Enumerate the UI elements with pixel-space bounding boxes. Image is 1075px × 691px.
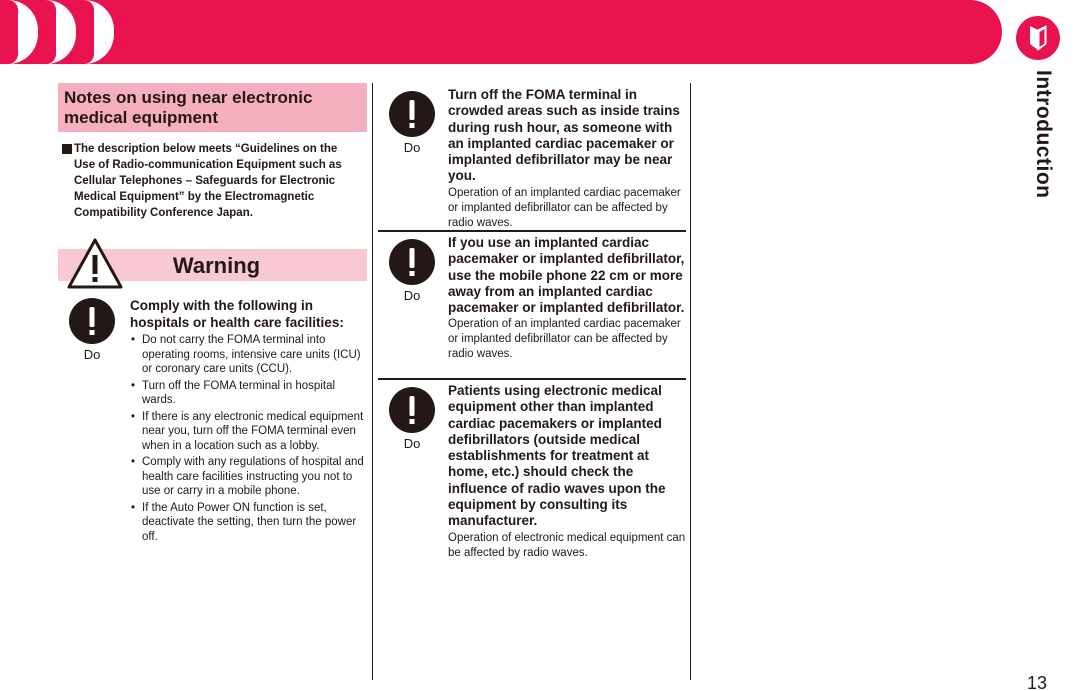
banner-chevron-gap [46,0,56,64]
list-item: • Do not carry the FOMA terminal into operating rooms, intensive care units (ICU) or coronary care units (CCU). [130,333,368,377]
do-icon-group [68,298,116,362]
exclamation-icon [69,298,115,344]
banner-bar [0,0,1002,64]
intro-text: The description below meets “Guidelines on the Use of Radio-communication Equipment such as Cellular Telephones – Safeguards for Electronic Medical Equipment” by the Electromagnetic Compatibility Conference Japan. [74,143,342,219]
square-bullet-icon [62,144,72,154]
item-content [448,235,686,362]
banner-chevron-gap [84,0,94,64]
beginner-mark-icon [1016,16,1060,60]
do-label: Do [403,140,421,155]
item-content [130,298,368,546]
bullet-list [130,333,368,544]
section-title: Notes on using near electronic medical equipment [58,83,367,132]
section-divider [378,378,686,380]
chapter-title: Introduction [1032,70,1055,199]
item-description: Operation of electronic medical equipment can be affected by radio waves. [448,531,686,559]
list-item: • Turn off the FOMA terminal in hospital wards. [130,379,368,408]
column-divider [690,83,691,680]
column-divider [372,83,373,680]
exclamation-icon [389,387,435,433]
item-content [448,383,686,561]
warning-bar [58,249,367,281]
item-heading: Patients using electronic medical equipment other than implanted cardiac pacemakers or implanted defibrillators (outside medical establishments for treatment at home, etc.) should check the influence of radio waves upon the equipment by consulting its manufacturer. [448,383,666,529]
exclamation-icon [389,91,435,137]
list-item: • Comply with any regulations of hospital and health care facilities instructing you not to use or carry in a mobile phone. [130,455,368,499]
item-content [448,87,686,231]
item-heading: If you use an implanted cardiac pacemaker or implanted defibrillator, use the mobile phone 22 cm or more away from an implanted cardiac pacemaker or implanted defibrillator. [448,235,685,316]
section-divider [378,230,686,232]
warning-label: Warning [172,253,261,278]
item-description: Operation of an implanted cardiac pacemaker or implanted defibrillator can be affected by radio waves. [448,318,681,361]
item-heading: Comply with the following in hospitals or health care facilities: [130,298,344,330]
chapter-side-label [1025,70,1055,200]
banner-chevron-gap [8,0,18,64]
list-item: • If the Auto Power ON function is set, deactivate the setting, then turn the power off. [130,501,368,545]
list-item: • If there is any electronic medical equipment near you, turn off the FOMA terminal even when in a location such as a lobby. [130,410,368,454]
do-icon-group [388,387,436,451]
item-heading: Turn off the FOMA terminal in crowded areas such as inside trains during rush hour, as someone with an implanted cardiac pacemaker or implanted defibrillator may be near you. [448,87,680,184]
exclamation-icon [389,239,435,285]
do-label: Do [83,347,101,362]
page-number: 13 [1027,673,1048,691]
item-description: Operation of an implanted cardiac pacemaker or implanted defibrillator can be affected by radio waves. [448,186,681,229]
intro-note [58,141,367,221]
left-column [58,83,367,543]
do-icon-group [388,91,436,155]
do-label: Do [403,436,421,451]
top-banner [0,0,1075,64]
do-label: Do [403,288,421,303]
do-icon-group [388,239,436,303]
